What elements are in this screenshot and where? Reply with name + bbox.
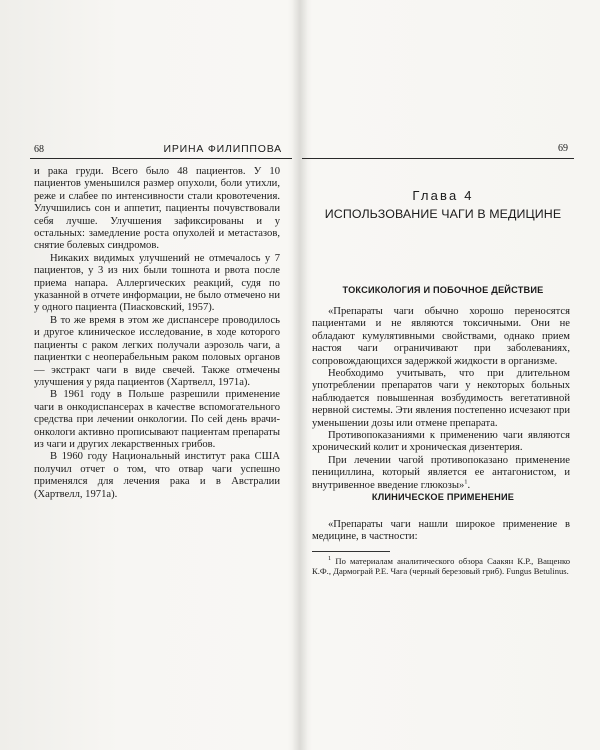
left-page-body xyxy=(34,166,280,501)
footnote-text: По материалам аналитического обзора Саакян К.Р., Ващенко К.Ф., Дармограй Р.Е. Чага (черный березовый гриб). Fungus Betulinus. xyxy=(312,556,570,577)
footnote-number: 1 xyxy=(328,555,332,563)
left-paragraph-2: Никаких видимых улучшений не отмечалось у 7 пациентов, у 3 из них были тошнота и рвота после приема напара. Аллергических реакций, судя по указанной в отчете информации, не было отмечено ни у одного пациента (Пиасковский, 1957). xyxy=(34,252,280,314)
right-paragraph-1: «Препараты чаги обычно хорошо переносятся пациентами и не являются токсичными. Они не обладают кумулятивными свойствами, однако прием настоя чаги ограничивают при заболеваниях, сопровождающихся задержкой жидкости в организме. xyxy=(312,306,570,367)
right-paragraph-4 xyxy=(312,455,570,492)
footnote-reference[interactable]: 1 xyxy=(464,478,468,486)
left-paragraph-3: В то же время в этом же диспансере проводилось и другое клиническое исследование, в ходе которого пациенты с раком легких получали аэрозоль чаги, а пациентки с неоперабельным раком половых органов — экстракт чаги в виде свечей. Также отмечены улучшения у ряда пациентов (Хартвелл, 1971а). xyxy=(34,314,280,388)
left-paragraph-5: В 1960 году Национальный институт рака США получил отчет о том, что отвар чаги успешно применялся для лечения рака и в Австралии (Хартвелл, 1971а). xyxy=(34,451,280,500)
left-paragraph-4: В 1961 году в Польше разрешили применение чаги в онкодиспансерах в качестве вспомогательного средства при лечении онкологии. По сей день врачи-онкологи активно прописывают пациентам препараты из чаги и других лекарственных грибов. xyxy=(34,389,280,450)
left-page-number: 68 xyxy=(34,144,44,155)
footnote-divider xyxy=(312,551,390,552)
section-title-toxicology: ТОКСИКОЛОГИЯ И ПОБОЧНОЕ ДЕЙСТВИЕ xyxy=(342,285,544,295)
chapter-title: ИСПОЛЬЗОВАНИЕ ЧАГИ В МЕДИЦИНЕ xyxy=(324,207,562,221)
section-clinical-body xyxy=(312,519,570,544)
right-page xyxy=(300,0,600,750)
running-head: ИРИНА ФИЛИППОВА xyxy=(163,143,282,155)
right-paragraph-5: «Препараты чаги нашли широкое применение в медицине, в частности: xyxy=(312,519,570,543)
section-title-clinical: КЛИНИЧЕСКОЕ ПРИМЕНЕНИЕ xyxy=(371,492,515,502)
right-paragraph-3: Противопоказаниями к применению чаги являются хронический колит и хроническая дизентерия. xyxy=(312,430,570,454)
left-page-header xyxy=(30,140,292,159)
section-toxicology-body xyxy=(312,306,570,492)
right-page-header xyxy=(302,140,574,159)
right-page-number: 69 xyxy=(558,143,568,154)
chapter-number: Глава 4 xyxy=(412,188,474,203)
right-paragraph-2: Необходимо учитывать, что при длительном употреблении препаратов чаги у некоторых больных наблюдается повышенная возбудимость вегетативной нервной системы. Эти явления постепенно исчезают при уменьшении дозы или отмене препарата. xyxy=(312,368,570,429)
sentence-end: . xyxy=(467,479,471,491)
chapter-heading xyxy=(300,188,586,222)
right-paragraph-4-text: При лечении чагой противопоказано применение пенициллина, который является ее антагонистом, и внутривенное введение глюкозы» xyxy=(312,454,570,491)
left-paragraph-1: и рака груди. Всего было 48 пациентов. У 10 пациентов уменьшился размер опухоли, боли утихли, реже и слабее по интенсивности стали кровотечения. Улучшились сон и аппетит, пациенты почувствовали себя лучше. Улучшения зафиксированы и у остальных: замедление роста опухолей и метастазов, снятие болевых синдромов. xyxy=(34,166,280,252)
footnote xyxy=(312,556,570,577)
